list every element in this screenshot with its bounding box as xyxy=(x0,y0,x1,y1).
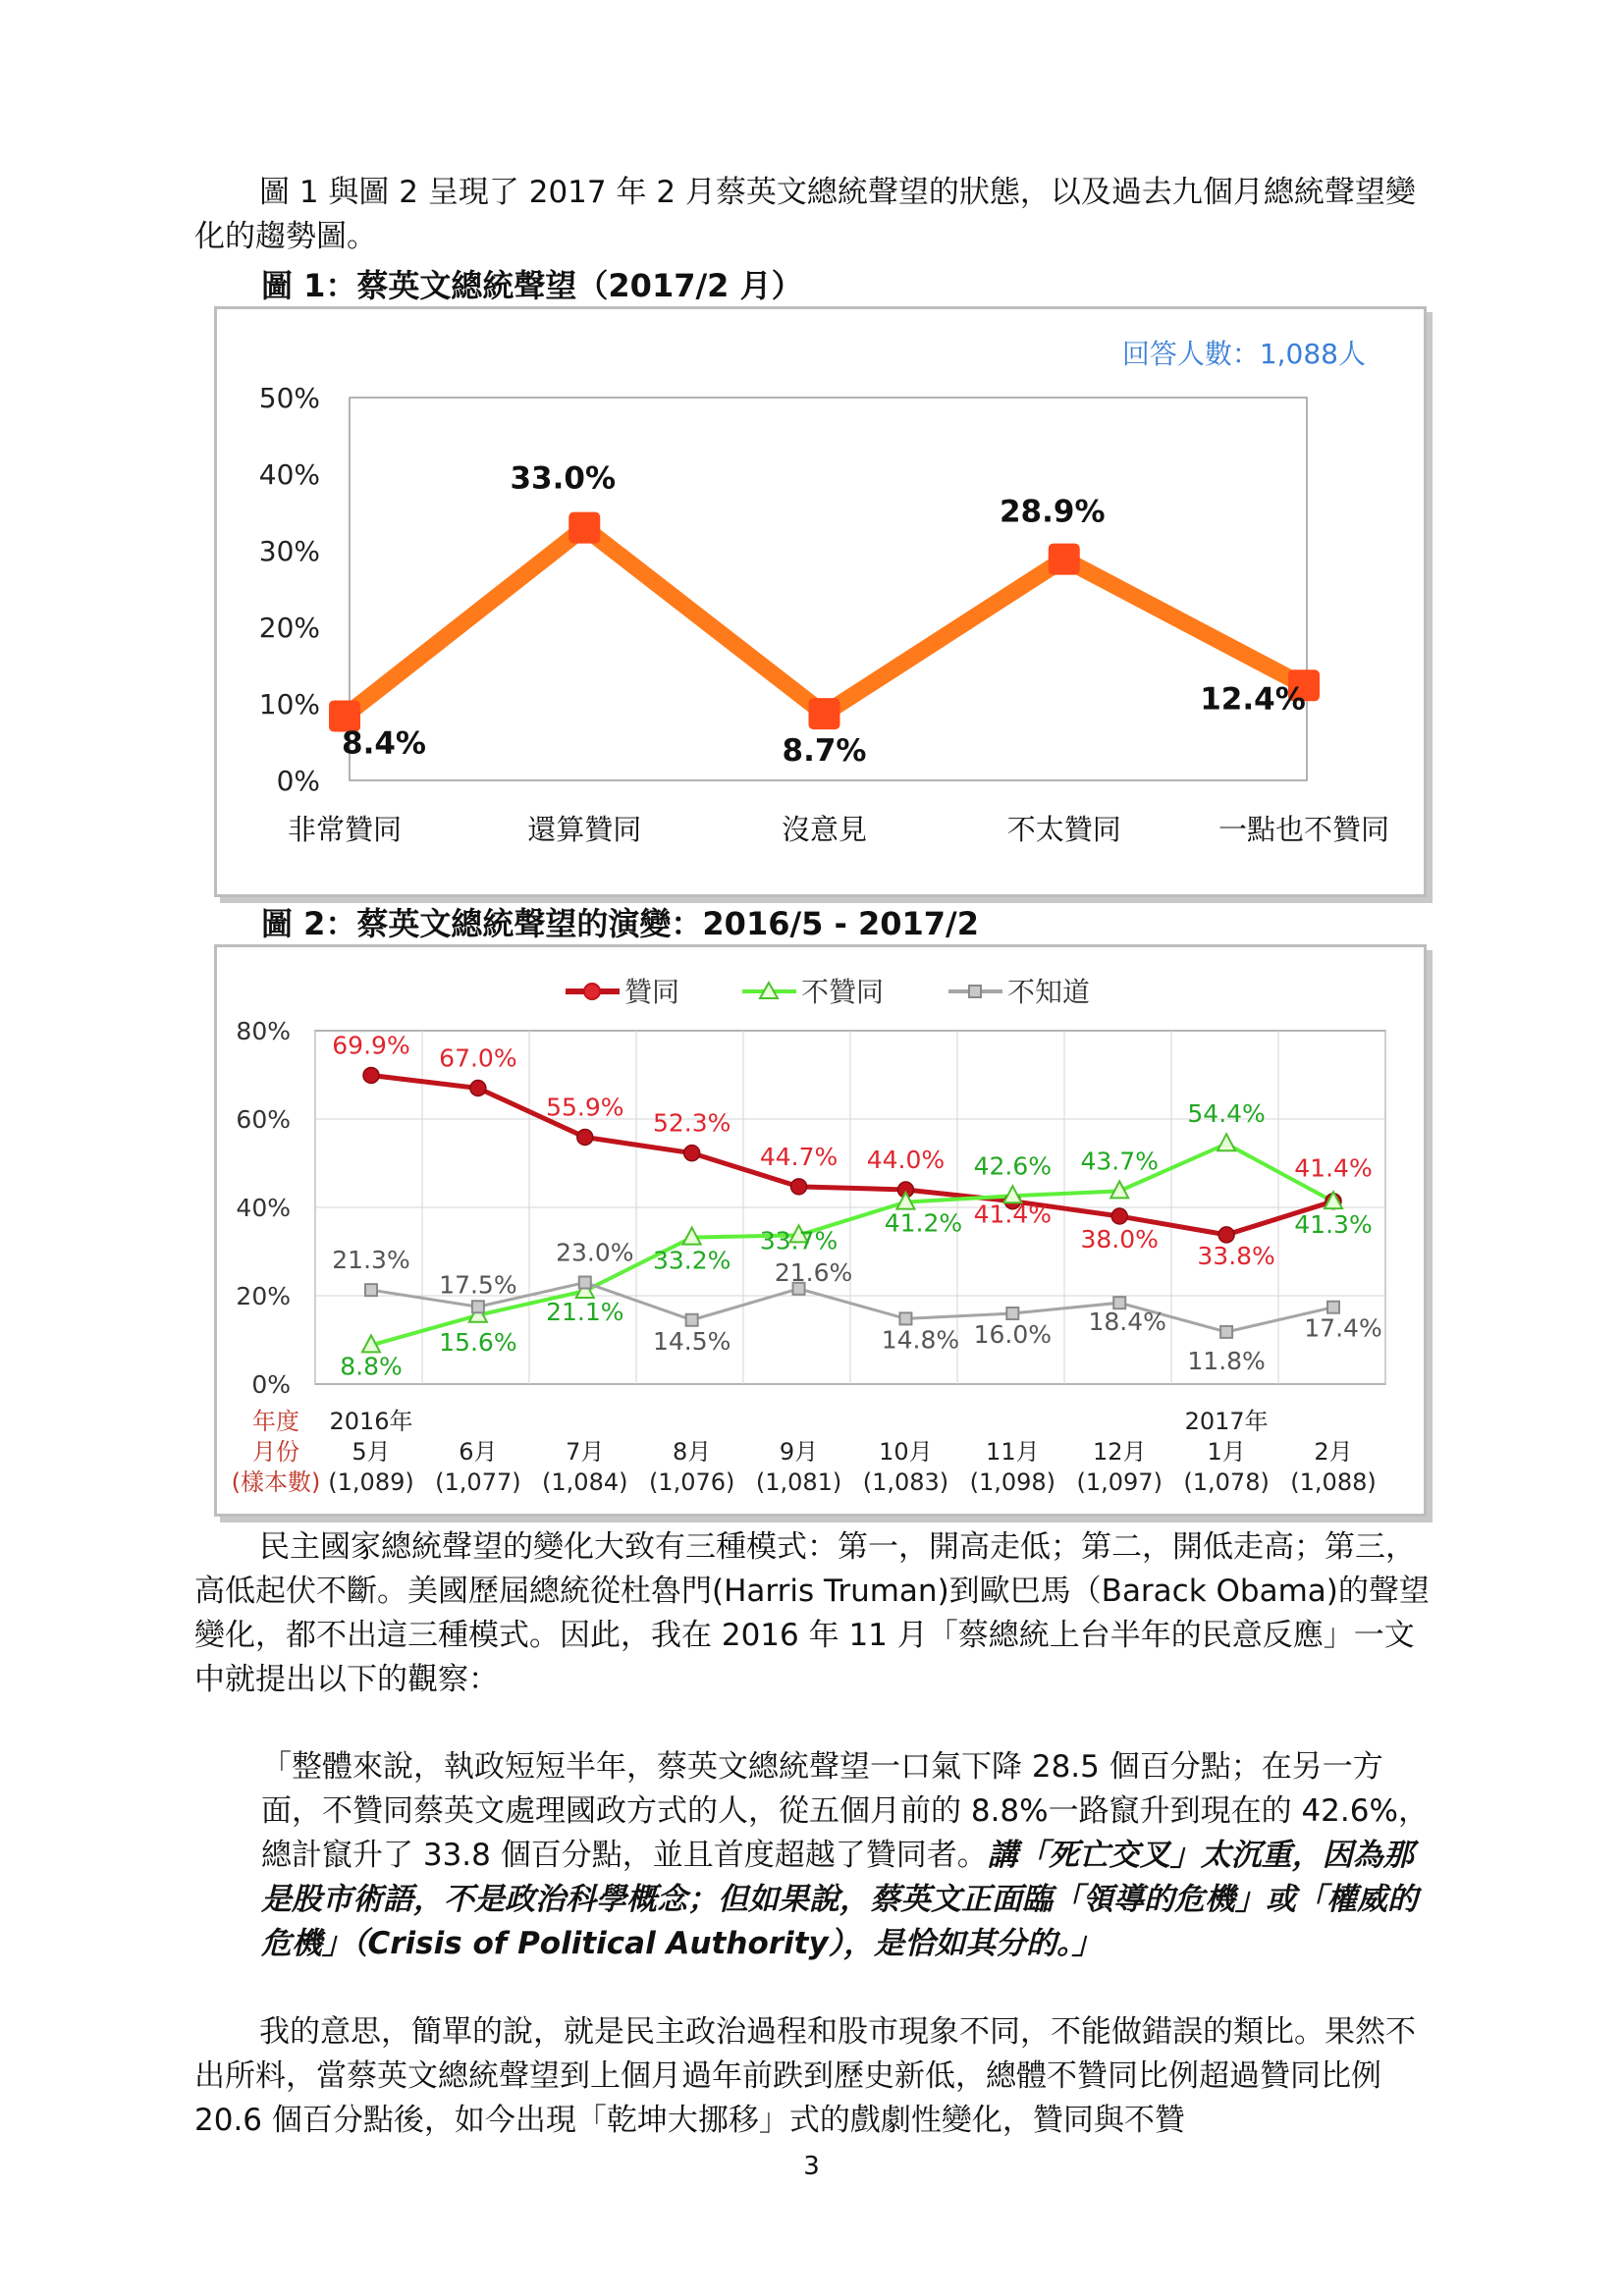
x-sample-label: (1,097) xyxy=(1076,1468,1163,1496)
data-label: 41.3% xyxy=(1294,1210,1373,1240)
x-month-label: 2月 xyxy=(1314,1438,1353,1466)
data-label: 41.2% xyxy=(884,1208,963,1238)
y-tick-label: 20% xyxy=(258,612,320,644)
axis-row-label: (樣本數) xyxy=(231,1468,321,1496)
data-label: 42.6% xyxy=(973,1151,1053,1181)
paragraph-1 xyxy=(194,1525,1439,1702)
paragraph-1-text: 民主國家總統聲望的變化大致有三種模式：第一，開高走低；第二，開低走高；第三，高低起伏不斷。美國歷屆總統從杜魯門(Harris Truman)到歐巴馬（Barack Obama)的聲望變化，都不出這三種模式。因此，我在 2016 年 11 月「蔡總統上台半年的民意反應」一文中就提出以下的觀察： xyxy=(194,1529,1430,1697)
figure-2-chart xyxy=(214,944,1427,1517)
y-tick-label: 0% xyxy=(276,765,320,797)
x-month-label: 1月 xyxy=(1207,1438,1246,1466)
x-sample-label: (1,089) xyxy=(328,1468,414,1496)
series-marker-approve xyxy=(470,1081,486,1096)
paragraph-2 xyxy=(194,2010,1439,2143)
series-marker-unknown xyxy=(365,1284,377,1296)
series-marker-unknown xyxy=(472,1301,484,1312)
x-sample-label: (1,084) xyxy=(542,1468,628,1496)
data-label: 44.7% xyxy=(759,1142,839,1171)
legend-label: 不知道 xyxy=(1007,976,1091,1008)
x-category-label: 非常贊同 xyxy=(287,813,403,846)
axis-row-label: 年度 xyxy=(252,1408,299,1435)
page-number: 3 xyxy=(803,2152,820,2181)
x-month-label: 10月 xyxy=(879,1438,933,1466)
x-year-label: 2017年 xyxy=(1184,1408,1269,1435)
data-label: 54.4% xyxy=(1187,1099,1266,1129)
series-marker-approve xyxy=(791,1179,807,1195)
x-sample-label: (1,076) xyxy=(648,1468,735,1496)
data-label: 18.4% xyxy=(1088,1308,1166,1337)
y-tick-label: 50% xyxy=(258,382,320,414)
quote-block xyxy=(261,1745,1439,1966)
data-label: 8.7% xyxy=(782,733,867,770)
quote-plain-text: 「整體來說，執政短短半年，蔡英文總統聲望一口氣下降 28.5 個百分點；在另一方面，不贊同蔡英文處理國政方式的人，從五個月前的 8.8%一路竄升到現在的 42.6%，總計竄升了 33.8 個百分點，並且首度超越了贊同者。 xyxy=(261,1749,1429,1873)
data-label: 16.0% xyxy=(973,1320,1053,1349)
quote-emphasis-text: 講「死亡交叉」太沉重，因為那是股市術語，不是政治科學概念；但如果說，蔡英文正面臨「領導的危機」或「權威的危機」（Crisis of Political Authority），是恰如其分的。」 xyxy=(261,1838,1418,1961)
data-label: 69.9% xyxy=(332,1031,410,1060)
data-label: 52.3% xyxy=(652,1108,731,1138)
y-tick-label: 10% xyxy=(258,688,320,721)
approval-line xyxy=(345,528,1304,717)
data-label: 33.2% xyxy=(652,1246,731,1275)
legend-label: 不贊同 xyxy=(801,976,885,1008)
legend-marker xyxy=(584,984,600,999)
x-month-label: 12月 xyxy=(1092,1438,1147,1466)
data-point-marker xyxy=(809,698,840,729)
data-label: 67.0% xyxy=(439,1043,517,1073)
x-month-label: 9月 xyxy=(779,1438,819,1466)
data-label: 33.8% xyxy=(1197,1241,1275,1270)
x-category-label: 還算贊同 xyxy=(527,813,642,846)
series-marker-unknown xyxy=(579,1277,591,1289)
data-label: 33.7% xyxy=(759,1226,839,1255)
data-label: 38.0% xyxy=(1080,1225,1159,1254)
data-label: 44.0% xyxy=(866,1146,946,1174)
data-label: 41.4% xyxy=(973,1200,1053,1229)
series-marker-approve xyxy=(1218,1227,1234,1243)
data-label: 11.8% xyxy=(1187,1346,1266,1375)
x-sample-label: (1,088) xyxy=(1290,1468,1377,1496)
figure-1-svg xyxy=(217,309,1424,894)
data-label: 55.9% xyxy=(546,1093,624,1122)
data-label: 21.3% xyxy=(332,1246,410,1275)
series-marker-approve xyxy=(577,1129,593,1145)
data-label: 43.7% xyxy=(1080,1147,1159,1176)
figure-2-title: 圖 2：蔡英文總統聲望的演變：2016/5 - 2017/2 xyxy=(261,905,980,942)
x-sample-label: (1,077) xyxy=(435,1468,521,1496)
series-marker-unknown xyxy=(1006,1308,1018,1319)
data-label: 21.1% xyxy=(546,1298,624,1327)
y-tick-label: 40% xyxy=(258,458,320,491)
axis-row-label: 月份 xyxy=(252,1438,299,1466)
data-label: 21.6% xyxy=(774,1257,853,1287)
x-month-label: 5月 xyxy=(352,1438,391,1466)
x-sample-label: (1,081) xyxy=(755,1468,842,1496)
data-label: 17.5% xyxy=(439,1270,517,1300)
x-month-label: 8月 xyxy=(673,1438,712,1466)
respondents-note: 回答人數：1,088人 xyxy=(1121,338,1366,370)
y-tick-label: 80% xyxy=(236,1017,291,1045)
series-marker-approve xyxy=(1111,1208,1127,1224)
paragraph-2-text: 我的意思，簡單的說，就是民主政治過程和股市現象不同，不能做錯誤的類比。果然不出所料，當蔡英文總統聲望到上個月過年前跌到歷史新低，總體不贊同比例超過贊同比例 20.6 個百分點後，如今出現「乾坤大挪移」式的戲劇性變化，贊同與不贊 xyxy=(194,2014,1416,2138)
y-tick-label: 0% xyxy=(251,1370,291,1399)
data-label: 17.4% xyxy=(1304,1313,1382,1343)
data-label: 15.6% xyxy=(439,1327,517,1357)
x-month-label: 7月 xyxy=(566,1438,605,1466)
figure-1-chart xyxy=(214,306,1427,897)
series-marker-unknown xyxy=(1327,1302,1339,1313)
data-label: 14.5% xyxy=(652,1326,731,1356)
x-month-label: 11月 xyxy=(986,1438,1040,1466)
series-line-1 xyxy=(371,1144,1333,1345)
data-label: 41.4% xyxy=(1294,1153,1373,1183)
data-label: 28.9% xyxy=(999,494,1106,530)
series-marker-unknown xyxy=(1220,1326,1232,1338)
figure-2-svg xyxy=(217,947,1424,1514)
series-marker-unknown xyxy=(899,1312,911,1324)
x-sample-label: (1,083) xyxy=(862,1468,949,1496)
data-point-marker xyxy=(568,512,600,544)
intro-paragraph xyxy=(194,171,1439,259)
figure-1-title: 圖 1：蔡英文總統聲望（2017/2 月） xyxy=(261,267,803,304)
y-tick-label: 20% xyxy=(236,1282,291,1310)
x-category-label: 一點也不贊同 xyxy=(1217,813,1390,846)
data-label: 8.4% xyxy=(342,725,426,762)
legend-label: 贊同 xyxy=(624,976,680,1008)
y-tick-label: 30% xyxy=(258,535,320,567)
x-sample-label: (1,078) xyxy=(1183,1468,1270,1496)
x-category-label: 沒意見 xyxy=(781,813,868,846)
x-sample-label: (1,098) xyxy=(969,1468,1056,1496)
intro-text: 圖 1 與圖 2 呈現了 2017 年 2 月蔡英文總統聲望的狀態，以及過去九個月總統聲望變化的趨勢圖。 xyxy=(194,175,1416,254)
data-label: 12.4% xyxy=(1200,681,1306,718)
data-label: 33.0% xyxy=(510,460,617,497)
series-marker-approve xyxy=(363,1067,379,1083)
series-marker-disapprove xyxy=(1217,1134,1235,1150)
series-marker-approve xyxy=(684,1146,700,1161)
data-label: 8.8% xyxy=(340,1352,403,1381)
y-tick-label: 60% xyxy=(236,1105,291,1134)
series-marker-unknown xyxy=(686,1314,698,1326)
data-label: 23.0% xyxy=(556,1238,634,1267)
y-tick-label: 40% xyxy=(236,1194,291,1222)
legend-marker xyxy=(969,986,981,997)
x-month-label: 6月 xyxy=(459,1438,498,1466)
x-category-label: 不太贊同 xyxy=(1006,813,1121,846)
x-year-label: 2016年 xyxy=(329,1408,413,1435)
data-label: 14.8% xyxy=(881,1325,960,1355)
data-point-marker xyxy=(1049,544,1080,575)
